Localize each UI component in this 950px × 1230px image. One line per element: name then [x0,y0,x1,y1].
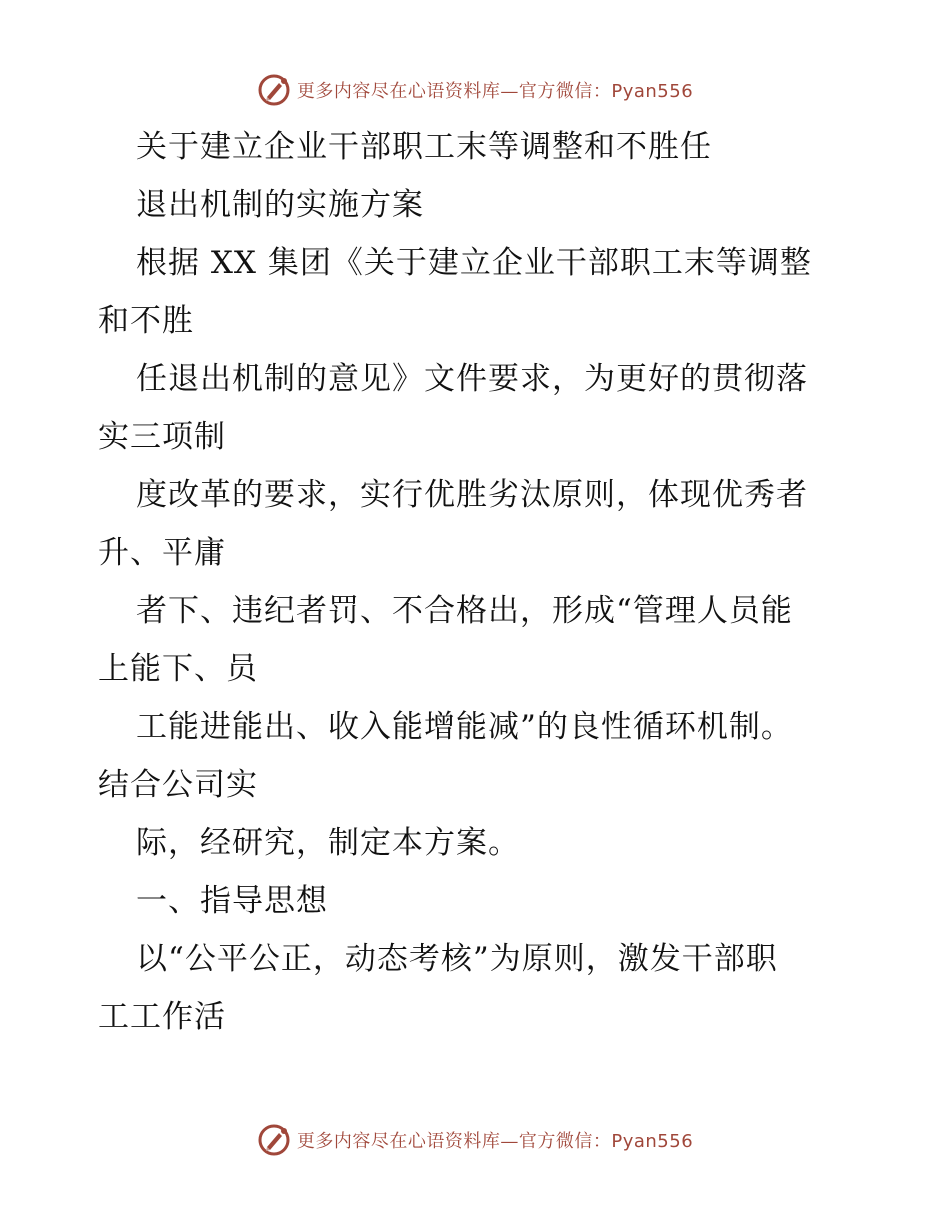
paragraph-line: 根据 XX 集团《关于建立企业干部职工末等调整 [136,245,812,281]
banner-text: 更多内容尽在心语资料库—官方微信：Pyan556 [296,1131,694,1152]
paragraph-line: 退出机制的实施方案 [136,187,424,223]
paragraph-line: 一、指导思想 [136,883,328,919]
paragraph-line: 关于建立企业干部职工末等调整和不胜任 [136,129,712,165]
paragraph-line: 升、平庸 [98,535,226,571]
footer-banner [0,1120,950,1160]
banner-text: 更多内容尽在心语资料库—官方微信：Pyan556 [296,81,694,102]
paragraph-line: 任退出机制的意见》文件要求，为更好的贯彻落 [136,361,808,397]
paragraph-line: 工能进能出、收入能增能减”的良性循环机制。 [136,709,793,745]
paragraph-line: 结合公司实 [98,767,258,803]
paragraph-line: 上能下、员 [98,651,258,687]
pen-circle-logo-icon [257,73,291,107]
document-body [98,118,858,1046]
paragraph-line: 实三项制 [98,419,226,455]
paragraph-line: 度改革的要求，实行优胜劣汰原则，体现优秀者 [136,477,808,513]
paragraph-line: 际，经研究，制定本方案。 [136,825,520,861]
paragraph-line: 以“公平公正，动态考核”为原则，激发干部职 [136,941,778,977]
header-banner [0,70,950,110]
paragraph-line: 工工作活 [98,999,226,1035]
paragraph-line: 者下、违纪者罚、不合格出，形成“管理人员能 [136,593,793,629]
pen-circle-logo-icon [257,1123,291,1157]
paragraph-line: 和不胜 [98,303,194,339]
